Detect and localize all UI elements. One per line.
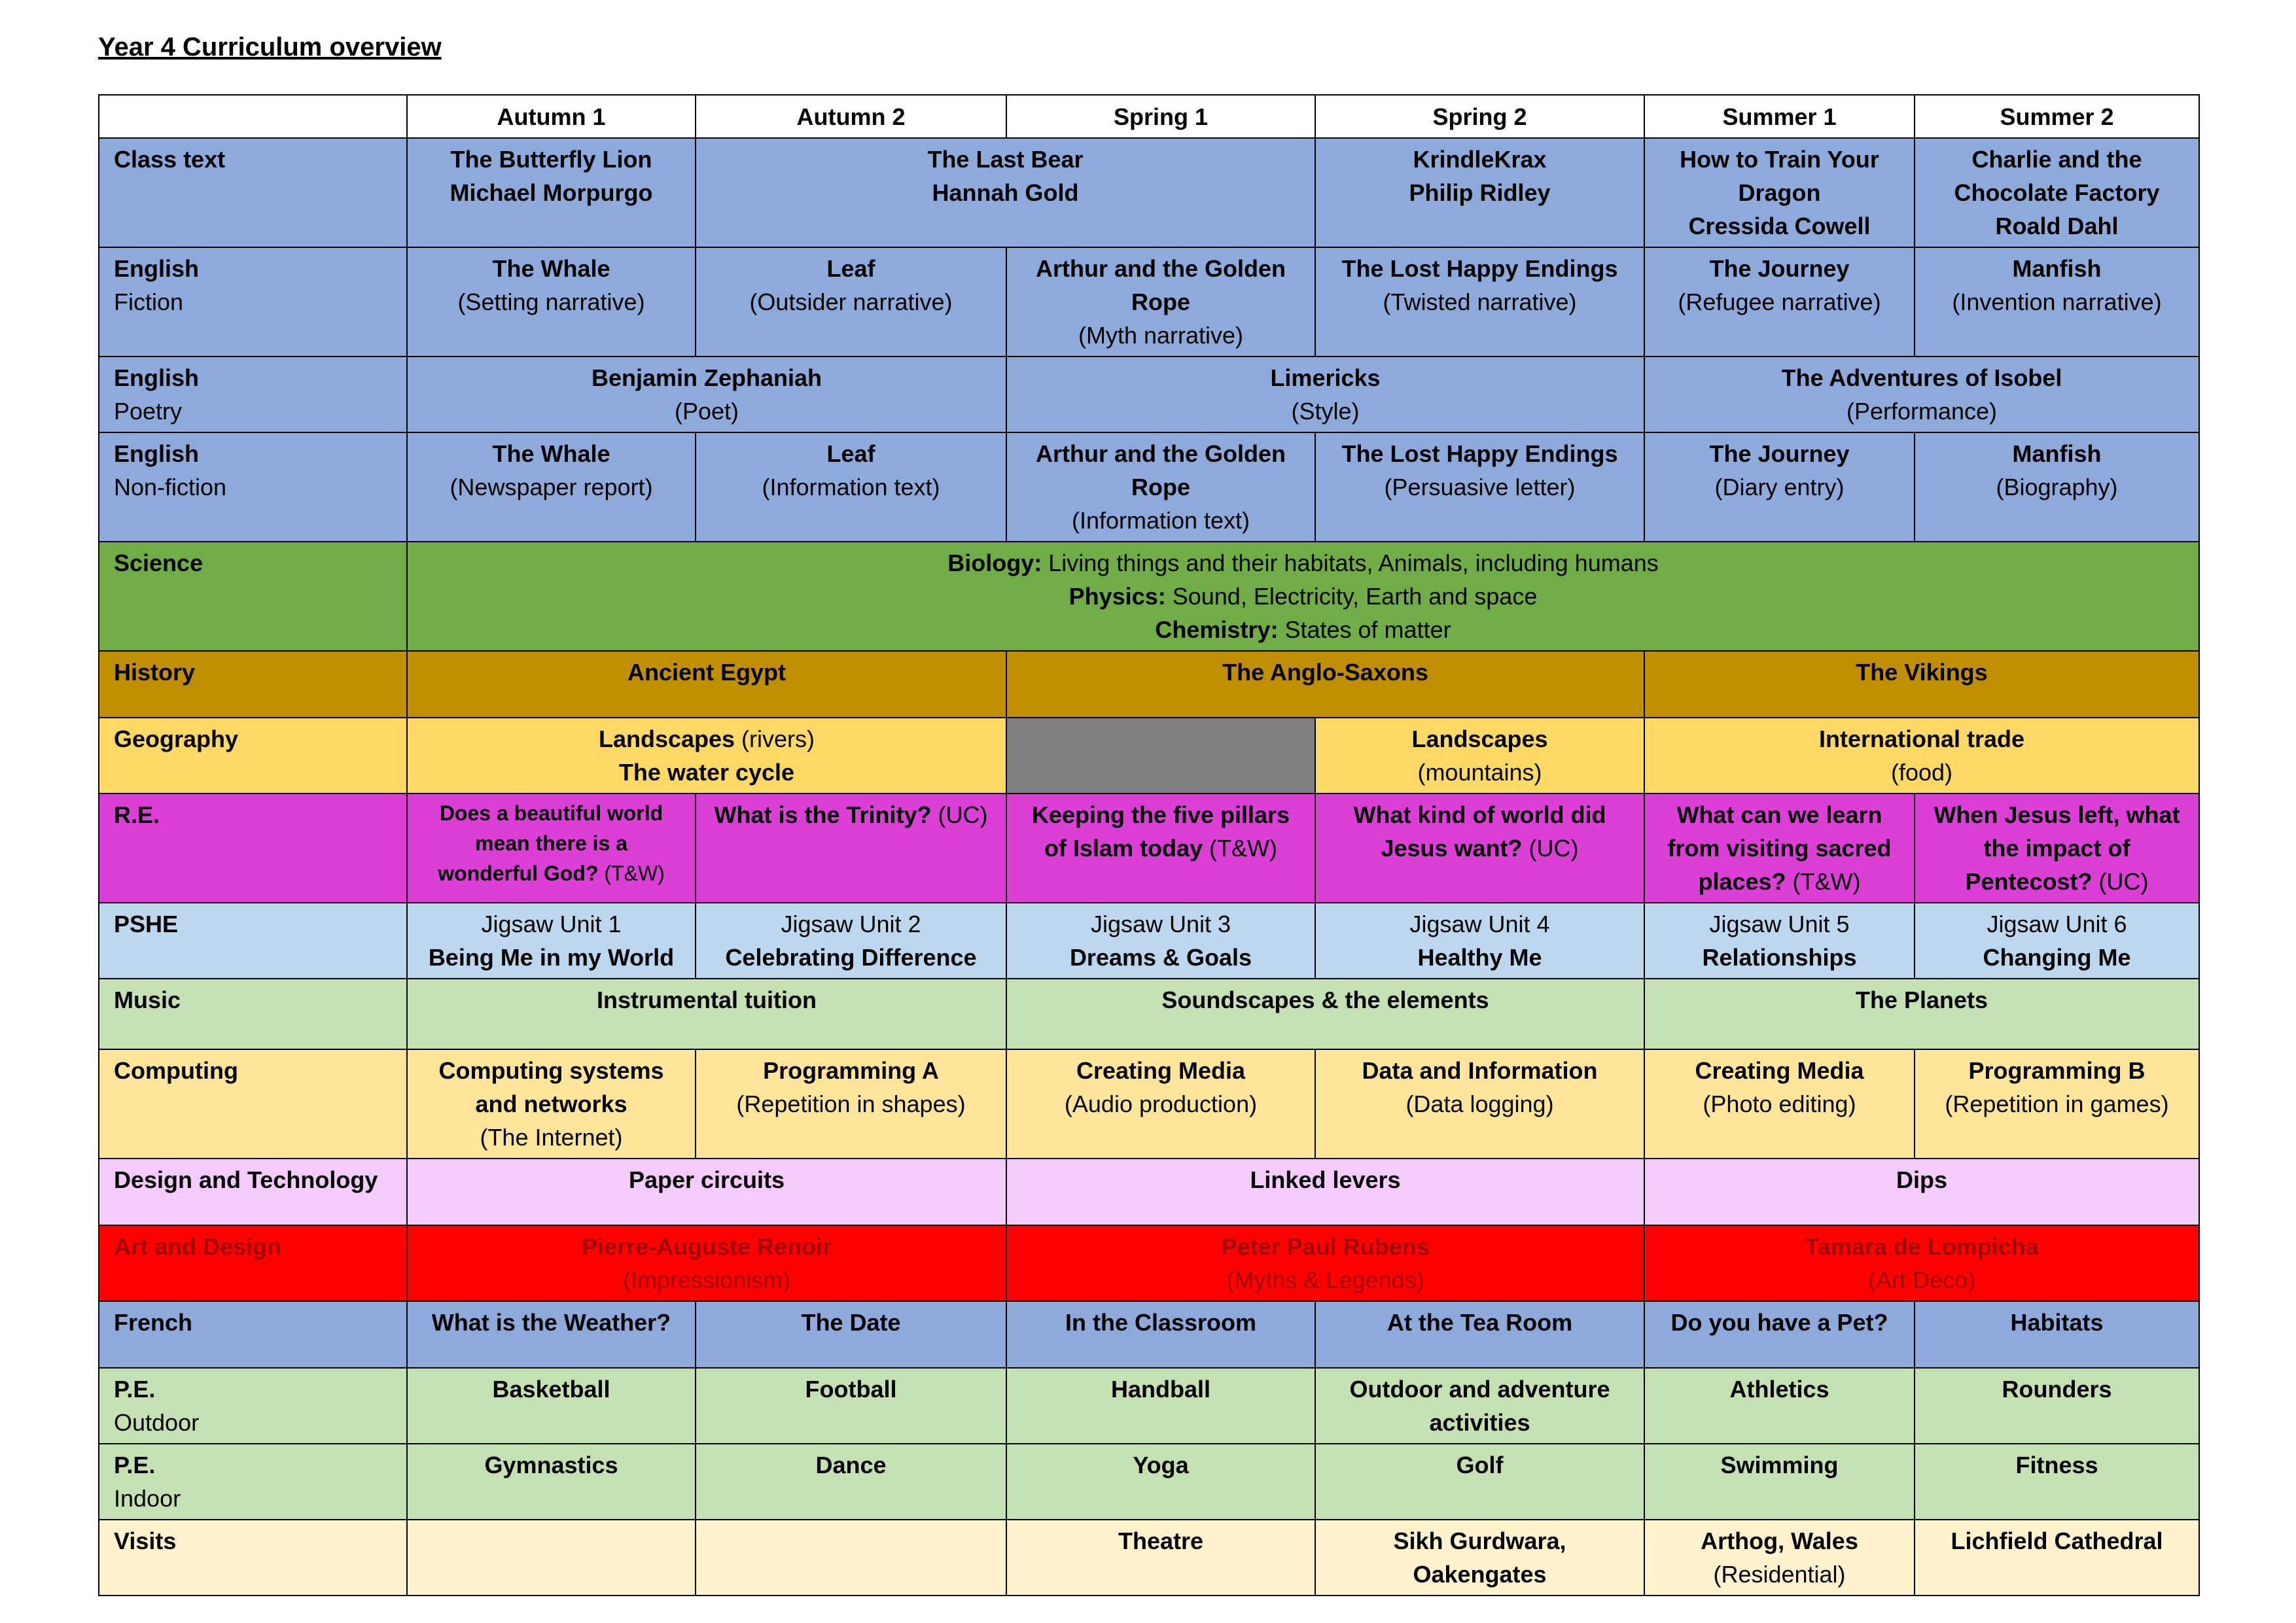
cell-art-spring: Peter Paul Rubens (Myths & Legends) — [1006, 1225, 1644, 1301]
row-label-music: Music — [99, 979, 407, 1049]
cell-music-summer: The Planets — [1644, 979, 2199, 1049]
cell-french-autumn-2: The Date — [696, 1301, 1006, 1368]
cell-pe-indoor-autumn-1: Gymnastics — [407, 1444, 696, 1520]
cell-nonfiction-autumn-1: The Whale (Newspaper report) — [407, 432, 696, 542]
cell-pe-indoor-summer-1: Swimming — [1644, 1444, 1915, 1520]
cell-nonfiction-autumn-2: Leaf (Information text) — [696, 432, 1006, 542]
cell-french-summer-2: Habitats — [1915, 1301, 2199, 1368]
row-art-design — [99, 1225, 2199, 1301]
cell-pe-indoor-spring-2: Golf — [1315, 1444, 1644, 1520]
row-english-poetry — [99, 357, 2199, 432]
cell-french-spring-1: In the Classroom — [1006, 1301, 1315, 1368]
cell-visits-spring-2: Sikh Gurdwara, Oakengates — [1315, 1520, 1644, 1596]
cell-art-autumn: Pierre-Auguste Renoir (Impressionism) — [407, 1225, 1006, 1301]
row-label-visits: Visits — [99, 1520, 407, 1596]
row-class-text — [99, 138, 2199, 247]
cell-re-summer-1: What can we learn from visiting sacred places? (T&W) — [1644, 794, 1915, 903]
row-design-technology — [99, 1159, 2199, 1225]
row-science — [99, 542, 2199, 651]
row-label-pe-outdoor: P.E. Outdoor — [99, 1368, 407, 1444]
cell-visits-summer-2: Lichfield Cathedral — [1915, 1520, 2199, 1596]
row-label-geography: Geography — [99, 718, 407, 794]
cell-pshe-autumn-2: Jigsaw Unit 2 Celebrating Difference — [696, 903, 1006, 979]
cell-class-text-summer-2: Charlie and the Chocolate Factory Roald Dahl — [1915, 138, 2199, 247]
cell-visits-summer-1: Arthog, Wales (Residential) — [1644, 1520, 1915, 1596]
row-pe-outdoor — [99, 1368, 2199, 1444]
row-label-pshe: PSHE — [99, 903, 407, 979]
cell-computing-summer-1: Creating Media (Photo editing) — [1644, 1049, 1915, 1159]
cell-fiction-autumn-1: The Whale (Setting narrative) — [407, 247, 696, 357]
cell-pshe-summer-1: Jigsaw Unit 5 Relationships — [1644, 903, 1915, 979]
cell-dt-summer: Dips — [1644, 1159, 2199, 1225]
cell-pshe-spring-1: Jigsaw Unit 3 Dreams & Goals — [1006, 903, 1315, 979]
row-english-fiction — [99, 247, 2199, 357]
cell-french-autumn-1: What is the Weather? — [407, 1301, 696, 1368]
row-label-french: French — [99, 1301, 407, 1368]
cell-fiction-summer-1: The Journey (Refugee narrative) — [1644, 247, 1915, 357]
cell-computing-spring-2: Data and Information (Data logging) — [1315, 1049, 1644, 1159]
cell-class-text-autumn-2-spring-1: The Last Bear Hannah Gold — [696, 138, 1315, 247]
cell-pe-outdoor-spring-2: Outdoor and adventure activities — [1315, 1368, 1644, 1444]
cell-history-autumn: Ancient Egypt — [407, 651, 1006, 718]
cell-pe-outdoor-spring-1: Handball — [1006, 1368, 1315, 1444]
cell-poetry-summer: The Adventures of Isobel (Performance) — [1644, 357, 2199, 432]
cell-fiction-spring-1: Arthur and the Golden Rope (Myth narrative) — [1006, 247, 1315, 357]
row-french — [99, 1301, 2199, 1368]
header-spring-2: Spring 2 — [1315, 95, 1644, 138]
header-summer-2: Summer 2 — [1915, 95, 2199, 138]
row-re — [99, 794, 2199, 903]
row-label-english-nonfiction: English Non-fiction — [99, 432, 407, 542]
cell-geography-spring-2: Landscapes (mountains) — [1315, 718, 1644, 794]
cell-fiction-autumn-2: Leaf (Outsider narrative) — [696, 247, 1006, 357]
row-label-english-fiction: English Fiction — [99, 247, 407, 357]
curriculum-table — [98, 94, 2200, 1596]
cell-re-autumn-2: What is the Trinity? (UC) — [696, 794, 1006, 903]
row-label-design-technology: Design and Technology — [99, 1159, 407, 1225]
cell-history-summer: The Vikings — [1644, 651, 2199, 718]
row-geography — [99, 718, 2199, 794]
cell-french-spring-2: At the Tea Room — [1315, 1301, 1644, 1368]
cell-re-spring-2: What kind of world did Jesus want? (UC) — [1315, 794, 1644, 903]
cell-pe-outdoor-autumn-1: Basketball — [407, 1368, 696, 1444]
cell-re-spring-1: Keeping the five pillars of Islam today (T&W) — [1006, 794, 1315, 903]
header-spring-1: Spring 1 — [1006, 95, 1315, 138]
cell-pshe-summer-2: Jigsaw Unit 6 Changing Me — [1915, 903, 2199, 979]
cell-nonfiction-summer-1: The Journey (Diary entry) — [1644, 432, 1915, 542]
cell-geography-summer: International trade (food) — [1644, 718, 2199, 794]
cell-re-summer-2: When Jesus left, what the impact of Pentecost? (UC) — [1915, 794, 2199, 903]
cell-pe-outdoor-summer-2: Rounders — [1915, 1368, 2199, 1444]
row-label-computing: Computing — [99, 1049, 407, 1159]
cell-music-autumn: Instrumental tuition — [407, 979, 1006, 1049]
row-label-pe-indoor: P.E. Indoor — [99, 1444, 407, 1520]
row-pe-indoor — [99, 1444, 2199, 1520]
cell-science-year: Biology: Living things and their habitats, Animals, including humans Physics: Sound, Electricity, Earth and space Chemistry: States of matter — [407, 542, 2199, 651]
row-label-art-design: Art and Design — [99, 1225, 407, 1301]
row-english-nonfiction — [99, 432, 2199, 542]
cell-pe-outdoor-autumn-2: Football — [696, 1368, 1006, 1444]
cell-pe-outdoor-summer-1: Athletics — [1644, 1368, 1915, 1444]
cell-pshe-autumn-1: Jigsaw Unit 1 Being Me in my World — [407, 903, 696, 979]
cell-dt-spring: Linked levers — [1006, 1159, 1644, 1225]
cell-poetry-spring: Limericks (Style) — [1006, 357, 1644, 432]
row-pshe — [99, 903, 2199, 979]
cell-visits-autumn-1 — [407, 1520, 696, 1596]
cell-dt-autumn: Paper circuits — [407, 1159, 1006, 1225]
row-computing — [99, 1049, 2199, 1159]
cell-visits-spring-1: Theatre — [1006, 1520, 1315, 1596]
cell-computing-spring-1: Creating Media (Audio production) — [1006, 1049, 1315, 1159]
row-label-history: History — [99, 651, 407, 718]
cell-pe-indoor-summer-2: Fitness — [1915, 1444, 2199, 1520]
cell-history-spring: The Anglo-Saxons — [1006, 651, 1644, 718]
cell-nonfiction-spring-2: The Lost Happy Endings (Persuasive letter) — [1315, 432, 1644, 542]
cell-fiction-summer-2: Manfish (Invention narrative) — [1915, 247, 2199, 357]
row-label-science: Science — [99, 542, 407, 651]
cell-art-summer: Tamara de Lompicha (Art Deco) — [1644, 1225, 2199, 1301]
cell-class-text-autumn-1: The Butterfly Lion Michael Morpurgo — [407, 138, 696, 247]
header-summer-1: Summer 1 — [1644, 95, 1915, 138]
cell-re-autumn-1: Does a beautiful world mean there is a wonderful God? (T&W) — [407, 794, 696, 903]
header-autumn-1: Autumn 1 — [407, 95, 696, 138]
row-label-english-poetry: English Poetry — [99, 357, 407, 432]
cell-nonfiction-spring-1: Arthur and the Golden Rope (Information text) — [1006, 432, 1315, 542]
row-music — [99, 979, 2199, 1049]
cell-class-text-summer-1: How to Train Your Dragon Cressida Cowell — [1644, 138, 1915, 247]
cell-nonfiction-summer-2: Manfish (Biography) — [1915, 432, 2199, 542]
cell-pe-indoor-spring-1: Yoga — [1006, 1444, 1315, 1520]
cell-geography-spring-1-blank — [1006, 718, 1315, 794]
cell-geography-autumn: Landscapes (rivers) The water cycle — [407, 718, 1006, 794]
cell-fiction-spring-2: The Lost Happy Endings (Twisted narrative) — [1315, 247, 1644, 357]
cell-poetry-autumn: Benjamin Zephaniah (Poet) — [407, 357, 1006, 432]
cell-computing-autumn-1: Computing systems and networks (The Internet) — [407, 1049, 696, 1159]
row-history — [99, 651, 2199, 718]
header-corner — [99, 95, 407, 138]
cell-computing-summer-2: Programming B (Repetition in games) — [1915, 1049, 2199, 1159]
header-row — [99, 95, 2199, 138]
row-label-re: R.E. — [99, 794, 407, 903]
header-autumn-2: Autumn 2 — [696, 95, 1006, 138]
row-label-class-text: Class text — [99, 138, 407, 247]
cell-class-text-spring-2: KrindleKrax Philip Ridley — [1315, 138, 1644, 247]
row-visits — [99, 1520, 2199, 1596]
cell-visits-autumn-2 — [696, 1520, 1006, 1596]
cell-pshe-spring-2: Jigsaw Unit 4 Healthy Me — [1315, 903, 1644, 979]
cell-computing-autumn-2: Programming A (Repetition in shapes) — [696, 1049, 1006, 1159]
cell-french-summer-1: Do you have a Pet? — [1644, 1301, 1915, 1368]
cell-music-spring: Soundscapes & the elements — [1006, 979, 1644, 1049]
page-title: Year 4 Curriculum overview — [98, 33, 442, 61]
cell-pe-indoor-autumn-2: Dance — [696, 1444, 1006, 1520]
